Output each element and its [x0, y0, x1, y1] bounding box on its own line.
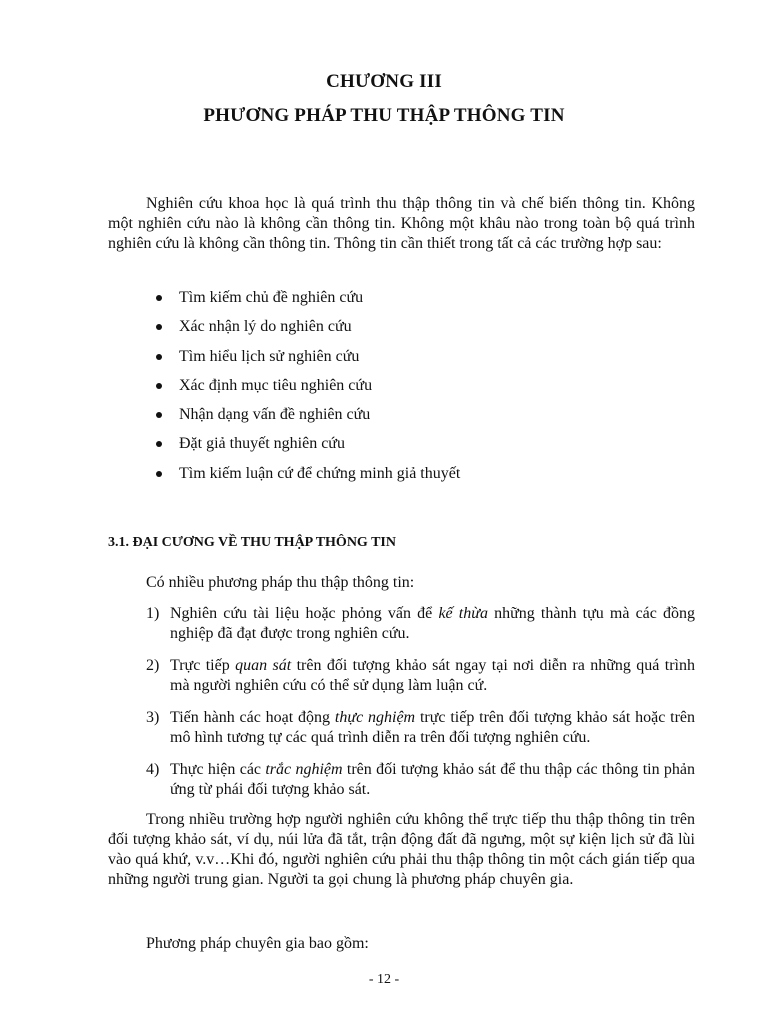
purpose-bullet-list [156, 288, 460, 493]
method-number: 4) [146, 761, 160, 778]
bullet-text: Tìm hiểu lịch sử nghiên cứu [179, 347, 360, 365]
bullet-dot-icon [156, 354, 162, 360]
section-heading: 3.1. ĐẠI CƯƠNG VỀ THU THẬP THÔNG TIN [108, 535, 396, 550]
bullet-text: Tìm kiếm chủ đề nghiên cứu [179, 289, 364, 306]
bullet-item [156, 376, 460, 405]
method-text [170, 760, 695, 800]
method-keyword: trắc nghiệm [265, 761, 343, 778]
method-text-end: trên đối tượng khảo sát ngay tại nơi diễn ra những quá trình mà người nghiên cứu có thể sử dụng làm luận cứ. [170, 657, 696, 694]
method-keyword: kế thừa [438, 605, 488, 622]
method-keyword: quan sát [235, 657, 292, 674]
methods-lead: Có nhiều phương pháp thu thập thông tin: [146, 574, 415, 591]
bullet-item [156, 317, 460, 346]
bullet-dot-icon [156, 412, 162, 418]
method-text-start: Thực hiện các [170, 761, 266, 778]
expert-method-lead: Phương pháp chuyên gia bao gồm: [146, 935, 369, 952]
method-text [170, 708, 695, 748]
method-item [146, 656, 695, 696]
method-number: 1) [146, 605, 160, 622]
method-item [146, 760, 695, 800]
bullet-item [156, 288, 460, 317]
method-item [146, 604, 695, 644]
bullet-dot-icon [156, 471, 162, 477]
bullet-text: Xác nhận lý do nghiên cứu [179, 318, 352, 336]
indirect-collection-paragraph: Trong nhiều trường hợp người nghiên cứu không thể trực tiếp thu thập thông tin trên đối tượng khảo sát, ví dụ, núi lửa đã tắt, trận động đất đã ngưng, một sự kiện lịch sử đã lùi vào quá khứ, v.v…Khi đó, người nghiên cứu phải thu thập thông tin một cách gián tiếp qua những người trung gian. Người ta gọi chung là phương pháp chuyên gia. [108, 811, 695, 888]
method-text-end: những thành tựu mà các đồng nghiệp đã đạt được trong nghiên cứu. [170, 605, 696, 642]
chapter-title: PHƯƠNG PHÁP THU THẬP THÔNG TIN [203, 105, 565, 126]
bullet-text: Tìm kiếm luận cứ để chứng minh giả thuyết [179, 464, 461, 482]
bullet-text: Xác định mục tiêu nghiên cứu [179, 376, 373, 394]
method-text-start: Nghiên cứu tài liệu hoặc phỏng vấn để [170, 605, 439, 622]
method-text-end: trực tiếp trên đối tượng khảo sát hoặc trên mô hình tương tự các quá trình diễn ra trên đối tượng nghiên cứu. [170, 709, 696, 746]
chapter-number: CHƯƠNG III [326, 71, 442, 92]
method-text-end: trên đối tượng khảo sát để thu thập các thông tin phản ứng từ phái đối tượng khảo sát. [170, 761, 696, 798]
bullet-item [156, 434, 460, 463]
method-text-start: Tiến hành các hoạt động [170, 709, 335, 726]
method-text [170, 604, 695, 644]
method-text [170, 656, 695, 696]
intro-paragraph: Nghiên cứu khoa học là quá trình thu thập thông tin và chế biến thông tin. Không một nghiên cứu nào là không cần thông tin. Không một khâu nào trong toàn bộ quá trình nghiên cứu là không cần thông tin. Thông tin cần thiết trong tất cả các trường hợp sau: [108, 195, 695, 252]
bullet-dot-icon [156, 383, 162, 389]
page-number: - 12 - [368, 972, 400, 987]
bullet-item [156, 405, 460, 434]
method-text-start: Trực tiếp [170, 657, 236, 674]
bullet-text: Nhận dạng vấn đề nghiên cứu [179, 406, 371, 424]
bullet-text: Đặt giả thuyết nghiên cứu [179, 435, 345, 453]
bullet-dot-icon [156, 295, 162, 301]
method-number: 2) [146, 657, 160, 674]
bullet-dot-icon [156, 441, 162, 447]
method-keyword: thực nghiệm [334, 709, 416, 726]
bullet-item [156, 347, 460, 376]
method-number: 3) [146, 709, 160, 726]
method-item [146, 708, 695, 748]
bullet-dot-icon [156, 324, 162, 330]
bullet-item [156, 464, 460, 493]
